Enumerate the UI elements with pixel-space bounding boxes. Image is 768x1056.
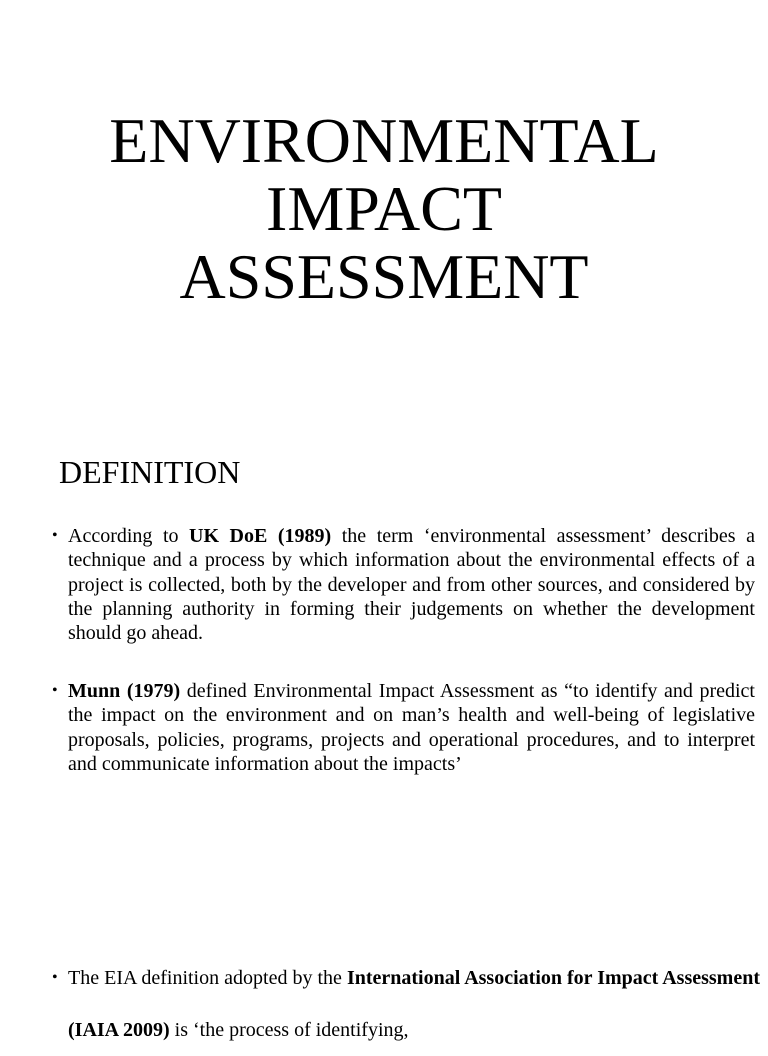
bullet-body: is ‘the process of identifying,	[169, 1019, 409, 1041]
definition-heading: DEFINITION	[59, 454, 241, 490]
bullet-body: defined Environmental Impact Assessment as “to identify and predict the impact on the environment and on man’s health and well-being of legislative proposals, policies, programs, projects and operational procedures, and to interpret and communicate information about the impacts’	[68, 680, 755, 775]
bullet-citation: Munn (1979)	[68, 680, 181, 702]
bullet-marker: •	[52, 682, 58, 699]
bullet-text	[68, 679, 755, 776]
title-line-3: ASSESSMENT	[179, 241, 589, 312]
title-line-1: ENVIRONMENTAL	[109, 105, 659, 176]
bullet-munn	[52, 679, 755, 776]
bullet-uk-doe	[52, 524, 755, 645]
bullet-text	[68, 952, 760, 1056]
page-title	[0, 107, 768, 311]
bullet-body: the term ‘environmental assessment’ describes a technique and a process by which information about the environmental effects of a project is collected, both by the developer and from other sources, and considered by the planning authority in forming their judgements on whether the development should go ahead.	[68, 525, 755, 645]
bullet-prefix: According to	[68, 525, 190, 547]
title-line-2: IMPACT	[266, 173, 502, 244]
bullet-prefix: The EIA definition adopted by the	[68, 967, 347, 989]
bullet-citation: UK DoE (1989)	[189, 525, 332, 547]
bullet-marker: •	[52, 969, 58, 986]
bullet-text	[68, 524, 755, 645]
bullet-citation: International Association for Impact Assessment (IAIA 2009)	[68, 967, 761, 1041]
bullet-iaia	[52, 952, 760, 1056]
bullet-marker: •	[52, 527, 58, 544]
